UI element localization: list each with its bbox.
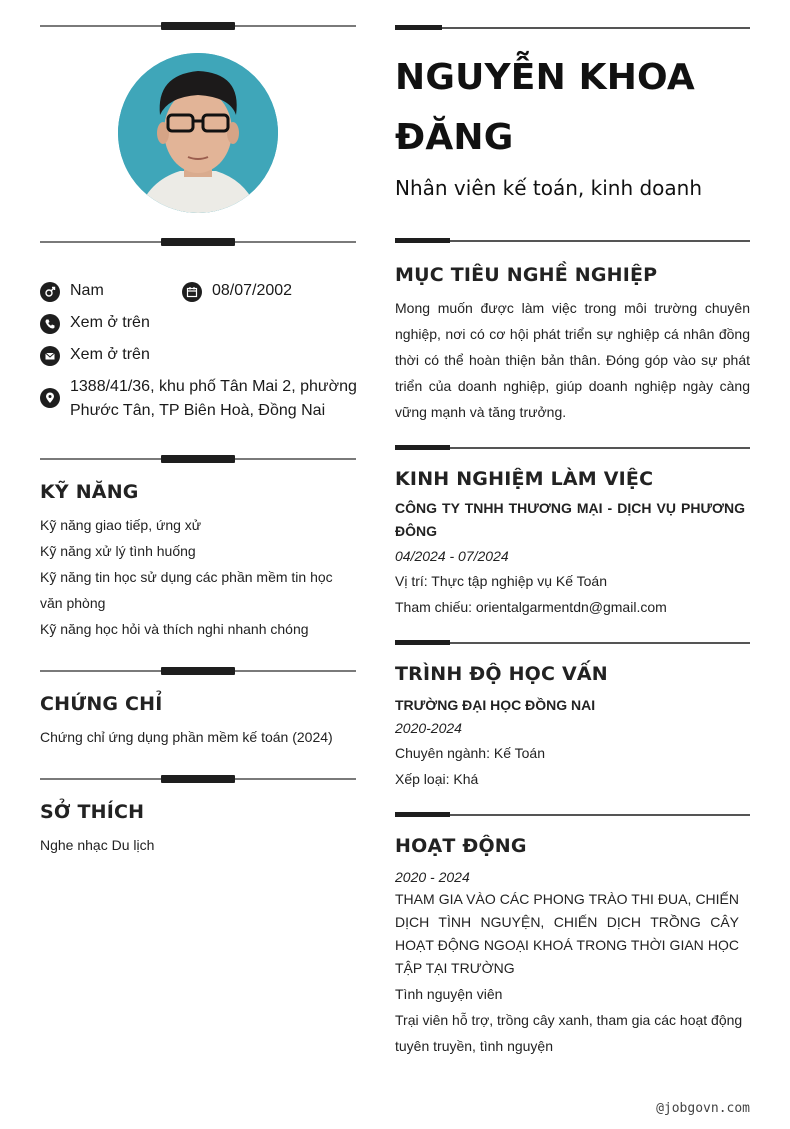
- hobbies-text: Nghe nhạc Du lịch: [40, 837, 155, 853]
- divider: [395, 640, 750, 646]
- divider: [40, 238, 356, 246]
- calendar-icon: [182, 282, 202, 302]
- education-period: 2020-2024: [395, 720, 462, 736]
- certificate-item: Chứng chỉ ứng dụng phần mềm kế toán (2024): [40, 729, 333, 745]
- avatar: [118, 53, 278, 213]
- hobbies-title: SỞ THÍCH: [40, 801, 145, 823]
- company-name: CÔNG TY TNHH THƯƠNG MẠI - DỊCH VỤ PHƯƠNG ĐÔNG: [395, 500, 745, 539]
- candidate-role: Nhân viên kế toán, kinh doanh: [395, 176, 703, 200]
- experience-period: 04/2024 - 07/2024: [395, 548, 509, 564]
- divider: [40, 667, 356, 675]
- skill-item: Kỹ năng giao tiếp, ứng xử: [40, 517, 202, 533]
- gender-value: Nam: [70, 282, 104, 299]
- school-name: TRƯỜNG ĐẠI HỌC ĐỒNG NAI: [395, 697, 596, 713]
- experience-reference: Tham chiếu: orientalgarmentdn@gmail.com: [395, 599, 667, 615]
- portrait-photo: [118, 53, 278, 213]
- gender-row: [40, 281, 104, 303]
- divider: [395, 812, 750, 818]
- email-value: Xem ở trên: [70, 346, 150, 363]
- phone-value: Xem ở trên: [70, 314, 150, 331]
- divider: [395, 25, 750, 31]
- gender-icon: [40, 282, 60, 302]
- certificates-title: CHỨNG CHỈ: [40, 693, 163, 715]
- birthdate-row: [182, 281, 292, 303]
- divider: [40, 22, 356, 30]
- activities-description: Trại viên hỗ trợ, trồng cây xanh, tham gia các hoạt động tuyên truyền, tình nguyện: [395, 1012, 743, 1054]
- experience-title: KINH NGHIỆM LÀM VIỆC: [395, 468, 654, 490]
- birthdate-value: 08/07/2002: [212, 282, 293, 299]
- experience-position: Vị trí: Thực tập nghiệp vụ Kế Toán: [395, 573, 607, 589]
- watermark: @jobgovn.com: [656, 1101, 750, 1116]
- objective-text: Mong muốn được làm việc trong môi trường chuyên nghiệp, nơi có cơ hội phát triển sự nghiệp cá nhân đồng thời có thể hoàn thiện bản thân. Đóng góp vào sự phát triển của doanh nghiệp, giúp doanh nghiệp ngày càng vững mạnh và tăng trưởng.: [395, 300, 750, 420]
- phone-row: [40, 313, 150, 335]
- activities-period: 2020 - 2024: [395, 869, 470, 885]
- address-value: 1388/41/36, khu phố Tân Mai 2, phường Phước Tân, TP Biên Hoà, Đồng Nai: [70, 378, 357, 419]
- phone-icon: [40, 314, 60, 334]
- email-row: [40, 345, 150, 367]
- education-major: Chuyên ngành: Kế Toán: [395, 745, 545, 761]
- skill-item: Kỹ năng học hỏi và thích nghi nhanh chóng: [40, 621, 309, 637]
- location-pin-icon: [40, 388, 60, 408]
- skills-list: [40, 512, 340, 642]
- skill-item: Kỹ năng tin học sử dụng các phần mềm tin học văn phòng: [40, 569, 333, 611]
- candidate-name: NGUYỄN KHOA ĐĂNG: [395, 57, 695, 158]
- education-rank: Xếp loại: Khá: [395, 771, 479, 787]
- skill-item: Kỹ năng xử lý tình huống: [40, 543, 196, 559]
- email-icon: [40, 346, 60, 366]
- activities-title: HOẠT ĐỘNG: [395, 835, 527, 857]
- activities-headline: THAM GIA VÀO CÁC PHONG TRÀO THI ĐUA, CHIẾN DỊCH TÌNH NGUYỆN, CHIẾN DỊCH TRỒNG CÂY HOẠT ĐỘNG NGOẠI KHOÁ TRONG THỜI GIAN HỌC TẬP TẠI TRƯỜNG: [395, 891, 739, 976]
- divider: [40, 775, 356, 783]
- divider: [40, 455, 356, 463]
- objective-title: MỤC TIÊU NGHỀ NGHIỆP: [395, 264, 658, 286]
- divider: [395, 238, 750, 244]
- skills-title: KỸ NĂNG: [40, 481, 139, 503]
- education-title: TRÌNH ĐỘ HỌC VẤN: [395, 663, 608, 685]
- activities-role: Tình nguyện viên: [395, 986, 503, 1002]
- address-row: [40, 377, 360, 423]
- divider: [395, 445, 750, 451]
